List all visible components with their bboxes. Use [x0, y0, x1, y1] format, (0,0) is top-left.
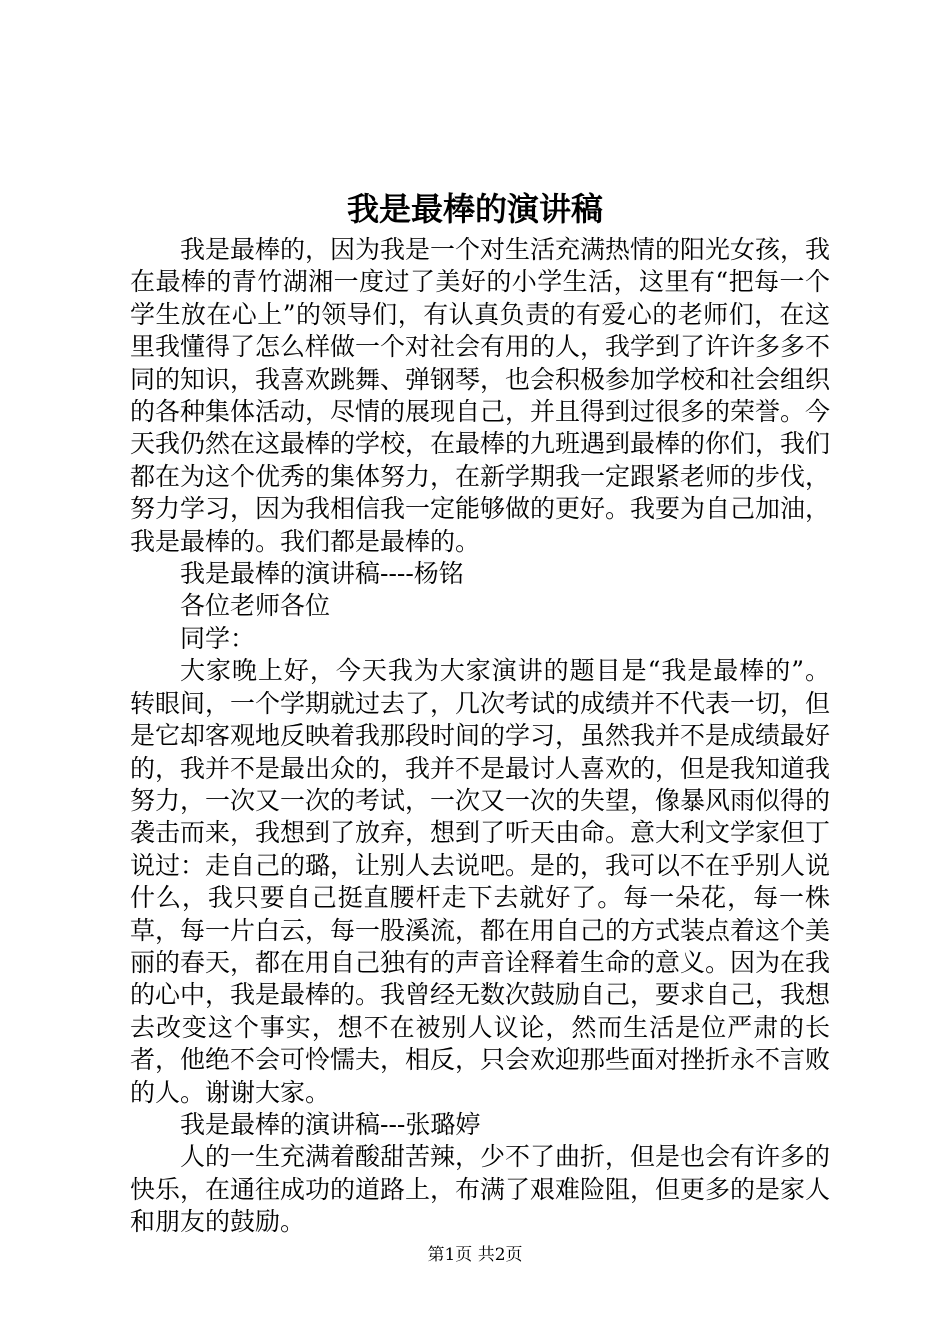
paragraph-3-salutation: 各位老师各位 [180, 591, 331, 621]
document-body [130, 234, 830, 1239]
paragraph-4-salutation: 同学： [180, 623, 256, 653]
document-title: 我是最棒的演讲稿 [346, 190, 603, 228]
paragraph-7: 人的一生充满着酸甜苦辣，少不了曲折，但是也会有许多的快乐，在通往成功的道路上，布满了艰难险阻，但更多的是家人和朋友的鼓励。 [130, 1142, 831, 1237]
paragraph-1: 我是最棒的，因为我是一个对生活充满热情的阳光女孩，我在最棒的青竹湖湘一度过了美好的小学生活，这里有“把每一个学生放在心上”的领导们，有认真负责的有爱心的老师们，在这里我懂得了怎么样做一个对社会有用的人，我学到了许许多多不同的知识，我喜欢跳舞、弹钢琴，也会积极参加学校和社会组织的各种集体活动，尽情的展现自己，并且得到过很多的荣誉。今天我仍然在这最棒的学校，在最棒的九班遇到最棒的你们，我们都在为这个优秀的集体努力，在新学期我一定跟紧老师的步伐，努力学习，因为我相信我一定能够做的更好。我要为自己加油，我是最棒的。我们都是最棒的。 [130, 235, 831, 556]
page-footer: 第1页 共2页 [427, 1245, 523, 1265]
paragraph-2-heading: 我是最棒的演讲稿----杨铭 [180, 559, 464, 589]
paragraph-5: 大家晚上好，今天我为大家演讲的题目是“我是最棒的”。转眼间，一个学期就过去了，几次考试的成绩并不代表一切，但是它却客观地反映着我那段时间的学习，虽然我并不是成绩最好的，我并不是最出众的，我并不是最讨人喜欢的，但是我知道我努力，一次又一次的考试，一次又一次的失望，像暴风雨似得的袭击而来，我想到了放弃，想到了听天由命。意大利文学家但丁说过：走自己的璐，让别人去说吧。是的，我可以不在乎别人说什么，我只要自己挺直腰杆走下去就好了。每一朵花，每一株草，每一片白云，每一股溪流，都在用自己的方式装点着这个美丽的春天，都在用自己独有的声音诠释着生命的意义。因为在我的心中，我是最棒的。我曾经无数次鼓励自己，要求自己，我想去改变这个事实，想不在被别人议论，然而生活是位严肃的长者，他绝不会可怜懦夫，相反，只会欢迎那些面对挫折永不言败的人。谢谢大家。 [130, 656, 831, 1107]
paragraph-6-heading: 我是最棒的演讲稿---张璐婷 [180, 1109, 481, 1139]
